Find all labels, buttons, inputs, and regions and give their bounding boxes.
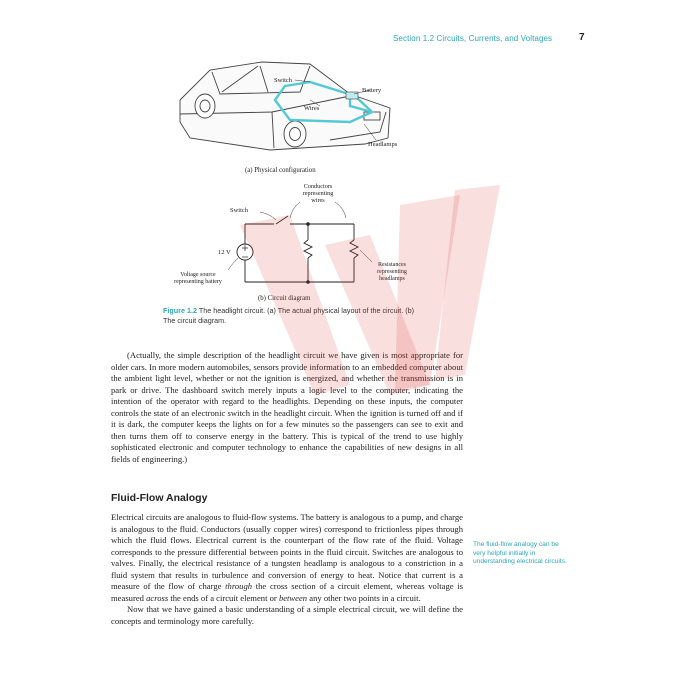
label-headlamps: Headlamps <box>368 141 398 148</box>
paragraph-text-3: Now that we have gained a basic understanding of a simple electrical circuit, we will define the concepts and terminology more carefully. <box>111 604 463 626</box>
page-number: 7 <box>579 32 585 43</box>
label-battery: Battery <box>362 87 382 94</box>
emphasis-through: through <box>225 581 253 592</box>
body-paragraph-1 <box>111 350 463 465</box>
emphasis-between: between <box>278 592 308 603</box>
text-run: the ends of a circuit element or <box>168 592 279 603</box>
caption-a: (a) Physical configuration <box>245 167 316 174</box>
label-source-2: representing battery <box>174 279 222 285</box>
circuit-diagram <box>237 216 358 283</box>
text-run: Electrical circuits are analogous to fluid-flow systems. The battery is analogous to a pump, and charge is analogous to the fluid. Conductors (usually copper wires) correspond to frictionless pipes through which the fluid flows. Electrical current is the counterpart of the flow rate of the fluid. Voltage corresponds to the pressure differential between points in the fluid circuit. Switches are analogous to valves. Finally, the electrical resistance of a tungsten headlamp is analogous to a constriction in a fluid system that results in turbulence and conversion of energy to heat. Notice that current is a measure of the flow of charge <box>111 512 463 592</box>
label-voltage: 12 V <box>218 249 231 256</box>
section-heading: Fluid-Flow Analogy <box>111 492 208 504</box>
emphasis-across: across <box>146 592 169 603</box>
battery-shape <box>346 92 358 99</box>
caption-b: (b) Circuit diagram <box>258 295 311 302</box>
figure-1-2 <box>150 52 480 312</box>
running-head: Section 1.2 Circuits, Currents, and Voltages <box>393 34 553 43</box>
car-illustration <box>180 62 390 150</box>
figure-caption-text: The headlight circuit. (a) The actual physical layout of the circuit. (b) The circuit diagram. <box>163 306 415 325</box>
label-wires: Wires <box>304 105 320 112</box>
paragraph-text: (Actually, the simple description of the headlight circuit we have given is most appropriate for older cars. In more modern automobiles, sensors provide information to an embedded computer about the ambient light level, whether or not the ignition is energized, and whether the transmission is in park or drive. The dashboard switch merely inputs a logic level to the computer, indicating the intention of the operator with regard to the headlights. Depending on these inputs, the computer controls the state of an electronic switch in the headlight circuit. When the ignition is turned off and if it is dark, the computer keeps the lights on for a few minutes so the passengers can see to exit and then turns them off to conserve energy in the battery. This is typical of the trend to use highly sophisticated electronic and computer technology to enhance the capabilities of new designs in all fields of engineering.) <box>111 350 463 464</box>
text-run: the cross section of a circuit element, whereas voltage is measured <box>111 581 463 603</box>
figure-number: Figure 1.2 <box>163 306 197 315</box>
label-resistances-2: representing <box>377 269 407 275</box>
label-conductors-3: wires <box>311 197 325 204</box>
paragraph-text <box>111 512 463 604</box>
body-paragraph-2 <box>111 512 463 627</box>
label-conductors-2: representing <box>302 190 334 197</box>
label-source-1: Voltage source <box>180 272 216 278</box>
margin-note: The fluid-flow analogy can be very helpful initially in understanding electrical circuits. <box>473 541 567 566</box>
headlight-circuit-figure <box>150 52 480 312</box>
label-resistances-1: Resistances <box>378 262 406 268</box>
label-switch-b: Switch <box>230 207 249 214</box>
circuit-pointers <box>228 202 372 270</box>
text-run: any other two points in a circuit. <box>307 592 421 603</box>
figure-caption <box>163 306 423 326</box>
label-resistances-3: headlamps <box>379 276 405 282</box>
label-conductors-1: Conductors <box>303 183 333 190</box>
label-switch-a: Switch <box>274 77 293 84</box>
